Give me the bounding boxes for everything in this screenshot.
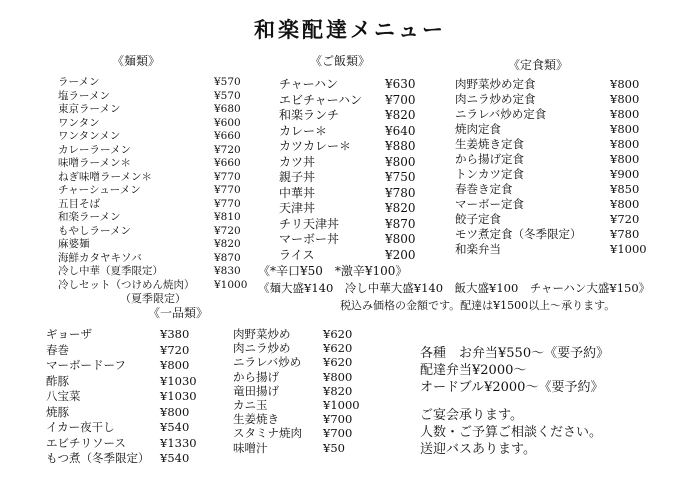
- tax-note: 税込み価格の金額です。配達は¥1500以上～承ります。: [340, 299, 616, 312]
- menu-item-name: 中華丼: [279, 185, 316, 200]
- menu-item-price: ¥820: [214, 238, 241, 250]
- menu-item-name: カツカレー＊: [279, 139, 352, 153]
- menu-item-price: ¥800: [610, 197, 640, 211]
- menu-item-name: ワンタンメン: [58, 130, 121, 142]
- menu-item-price: ¥800: [160, 404, 190, 419]
- menu-item-name: ライス: [279, 247, 315, 262]
- menu-item-price: ¥800: [610, 92, 640, 106]
- menu-item-price: ¥800: [160, 358, 190, 372]
- menu-item-name: 酢豚: [46, 373, 69, 388]
- info-bento: 各種 お弁当¥550～《要予約》: [420, 346, 610, 361]
- info-hors-doeuvre: オードブル¥2000～《要予約》: [420, 380, 604, 395]
- menu-item-price: ¥380: [160, 327, 190, 341]
- menu-item-name: 焼豚: [46, 404, 69, 419]
- menu-item-price: ¥800: [610, 122, 640, 136]
- menu-item-name: 餃子定食: [455, 212, 501, 226]
- menu-item-price: ¥800: [385, 232, 416, 246]
- menu-item-price: ¥660: [214, 130, 241, 142]
- menu-item-price: ¥720: [214, 143, 241, 156]
- rice-heading: 《ご飯類》: [310, 54, 371, 68]
- menu-item-price: ¥570: [214, 89, 241, 102]
- set-meals-heading: 《定食類》: [508, 58, 569, 72]
- menu-item-name: マーボー定食: [455, 197, 524, 211]
- menu-item-name: から揚げ定食: [455, 152, 524, 166]
- menu-item-price: ¥720: [160, 342, 190, 357]
- menu-item-price: ¥1000: [214, 278, 248, 291]
- info-delivery-bento: 配達弁当¥2000～: [420, 363, 527, 378]
- menu-item-price: ¥820: [385, 108, 416, 122]
- menu-item-price: ¥820: [385, 201, 416, 215]
- menu-item-price: ¥600: [214, 116, 241, 129]
- menu-item-price: ¥540: [160, 451, 190, 465]
- menu-item-price: ¥1000: [610, 242, 647, 256]
- menu-item-price: ¥810: [214, 211, 241, 223]
- menu-item-name: 和楽弁当: [455, 242, 501, 256]
- menu-item-name: イカー夜干し: [46, 420, 115, 434]
- info-bus: 送迎バスあります。: [420, 442, 536, 457]
- menu-item-name: 五目そば: [58, 197, 100, 210]
- menu-item-price: ¥780: [385, 185, 416, 200]
- info-banquet: ご宴会承ります。: [420, 408, 523, 423]
- menu-item-name: エビチャーハン: [279, 92, 363, 107]
- menu-item-name: 冷しセット（つけめん焼肉）: [58, 278, 195, 291]
- menu-item-name: マーボードーフ: [46, 358, 126, 372]
- menu-item-name: 八宝菜: [46, 389, 81, 403]
- menu-item-price: ¥680: [214, 103, 241, 115]
- noodles-last-note: （夏季限定）: [120, 292, 186, 305]
- menu-item-name: 肉野菜炒め: [233, 327, 291, 341]
- menu-item-price: ¥630: [385, 77, 416, 91]
- menu-item-name: 春巻き定食: [455, 182, 513, 196]
- menu-item-name: ギョーザ: [46, 327, 92, 341]
- menu-item-price: ¥780: [610, 227, 640, 241]
- menu-item-price: ¥830: [214, 265, 241, 277]
- menu-item-name: 焼肉定食: [455, 122, 501, 136]
- menu-item-price: ¥770: [214, 197, 241, 210]
- menu-item-name: ニラレバ炒め: [233, 355, 302, 370]
- menu-item-name: 味噌汁: [233, 440, 268, 455]
- menu-item-name: チリ天津丼: [279, 216, 340, 231]
- menu-item-name: 天津丼: [279, 201, 316, 215]
- menu-item-price: ¥800: [610, 137, 640, 151]
- menu-item-name: 親子丼: [279, 170, 316, 184]
- menu-item-name: 冷し中華（夏季限定）: [58, 265, 163, 277]
- menu-item-name: 生姜焼き定食: [455, 137, 524, 151]
- menu-item-price: ¥620: [323, 341, 353, 356]
- spicy-note: 《*辛口¥50 *激辛¥100》: [258, 264, 408, 278]
- a-la-carte-heading: 《一品類》: [148, 306, 209, 320]
- menu-item-price: ¥570: [214, 76, 241, 88]
- menu-item-name: カツ丼: [279, 154, 316, 169]
- menu-item-name: 肉ニラ炒め定食: [455, 92, 536, 106]
- menu-item-name: ねぎ味噌ラーメン＊: [58, 170, 152, 183]
- menu-item-name: チャーハン: [279, 77, 339, 91]
- menu-item-name: カレー＊: [279, 123, 328, 138]
- menu-item-price: ¥540: [160, 420, 190, 434]
- menu-item-name: 肉ニラ炒め: [233, 341, 291, 356]
- menu-item-price: ¥720: [610, 212, 640, 226]
- menu-item-name: スタミナ焼肉: [233, 426, 302, 441]
- menu-item-price: ¥50: [323, 440, 345, 455]
- menu-item-price: ¥720: [214, 224, 241, 237]
- menu-item-price: ¥800: [610, 77, 640, 91]
- menu-item-price: ¥800: [385, 154, 416, 169]
- menu-item-price: ¥850: [610, 182, 640, 196]
- menu-item-name: 和楽ラーメン: [58, 211, 121, 223]
- menu-item-name: 東京ラーメン: [58, 103, 121, 115]
- menu-item-price: ¥200: [385, 247, 416, 262]
- menu-item-name: もやしラーメン: [58, 224, 131, 237]
- menu-item-name: カレーラーメン: [58, 143, 131, 156]
- menu-item-price: ¥1030: [160, 373, 197, 388]
- menu-item-price: ¥870: [385, 216, 416, 231]
- menu-item-price: ¥800: [610, 152, 640, 166]
- menu-item-name: 麻婆麺: [58, 238, 90, 250]
- menu-item-name: 味噌ラーメン＊: [58, 157, 131, 169]
- menu-item-name: エビチリソース: [46, 435, 126, 450]
- menu-item-price: ¥770: [214, 184, 241, 196]
- menu-item-price: ¥800: [610, 107, 640, 121]
- menu-item-price: ¥660: [214, 157, 241, 169]
- menu-item-name: モツ煮定食（冬季限定）: [455, 227, 582, 241]
- menu-item-price: ¥700: [323, 426, 353, 441]
- menu-item-name: 春巻: [46, 342, 69, 357]
- menu-item-name: チャーシューメン: [58, 184, 141, 196]
- menu-item-name: 和楽ランチ: [279, 108, 340, 122]
- menu-item-price: ¥1330: [160, 435, 197, 450]
- menu-item-price: ¥800: [323, 369, 353, 384]
- menu-item-price: ¥700: [323, 412, 353, 427]
- menu-item-name: 海鮮カタヤキソバ: [58, 251, 142, 264]
- menu-item-price: ¥820: [323, 383, 353, 398]
- menu-item-price: ¥1030: [160, 389, 197, 403]
- menu-item-price: ¥900: [610, 167, 640, 181]
- info-budget: 人数・ご予算ご相談ください。: [420, 425, 603, 440]
- menu-item-price: ¥640: [385, 123, 416, 138]
- menu-item-name: ワンタン: [58, 116, 100, 129]
- menu-item-name: マーボー丼: [279, 232, 340, 246]
- menu-item-price: ¥870: [214, 251, 241, 264]
- menu-item-name: カニ玉: [233, 398, 268, 412]
- menu-item-name: 肉野菜炒め定食: [455, 77, 536, 91]
- noodles-heading: 《麺類》: [112, 54, 161, 68]
- menu-item-price: ¥620: [323, 327, 353, 341]
- menu-item-price: ¥620: [323, 355, 353, 370]
- menu-item-price: ¥700: [385, 92, 416, 107]
- menu-title: 和楽配達メニュー: [254, 17, 446, 42]
- menu-item-price: ¥1000: [323, 398, 360, 412]
- menu-item-price: ¥770: [214, 170, 241, 183]
- menu-item-name: ラーメン: [58, 76, 100, 88]
- menu-item-name: 生姜焼き: [233, 412, 279, 427]
- menu-item-name: もつ煮（冬季限定）: [46, 451, 150, 465]
- menu-item-name: ニラレバ炒め定食: [455, 107, 547, 121]
- menu-item-price: ¥750: [385, 170, 416, 184]
- menu-item-name: 竜田揚げ: [233, 383, 279, 398]
- menu-item-name: 塩ラーメン: [58, 89, 110, 102]
- large-portion-note: 《麺大盛¥140 冷し中華大盛¥140 飯大盛¥100 チャーハン大盛¥150》: [258, 281, 651, 295]
- menu-item-price: ¥880: [385, 139, 416, 153]
- menu-item-name: トンカツ定食: [455, 167, 524, 181]
- menu-item-name: から揚げ: [233, 369, 279, 384]
